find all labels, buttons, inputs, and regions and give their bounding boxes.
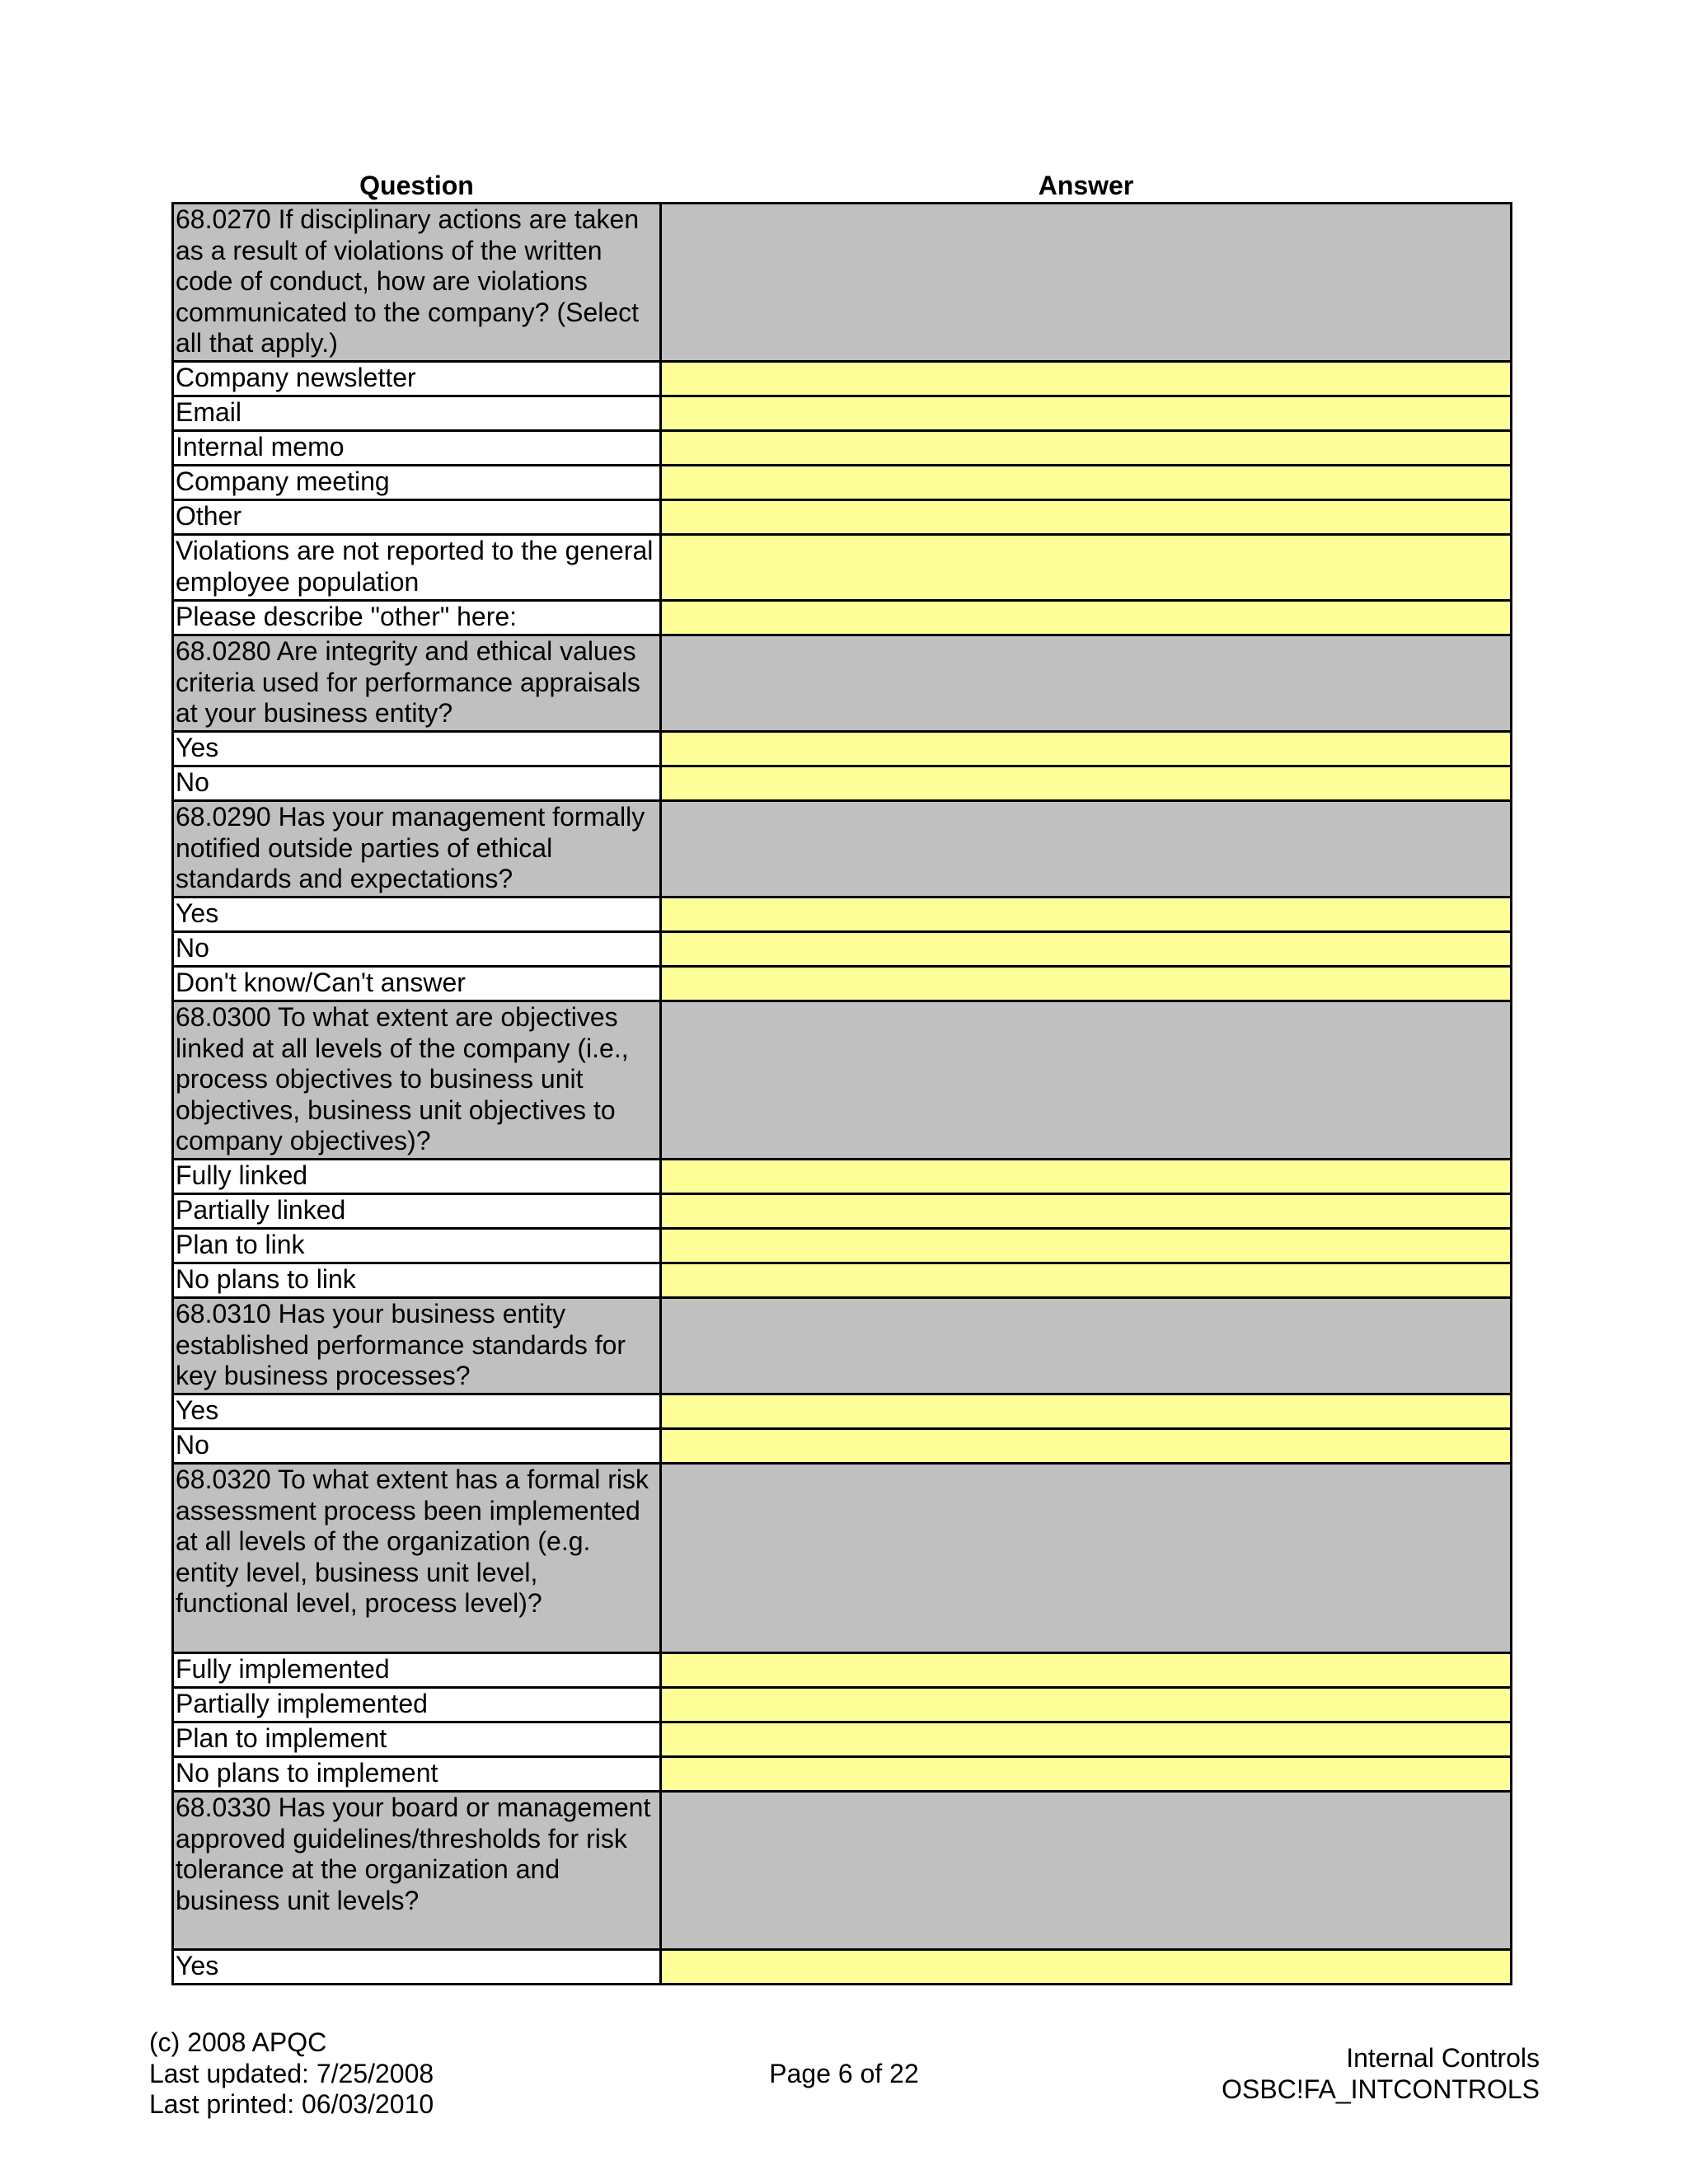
option-row [173,898,1512,932]
question-column-header: Question [359,171,474,200]
option-label: Fully linked [173,1160,661,1194]
sheet-reference: OSBC!FA_INTCONTROLS [1221,2074,1540,2104]
answer-header-cell [661,1792,1512,1950]
answer-input-cell[interactable] [661,431,1512,466]
option-row [173,1229,1512,1263]
answer-input-cell[interactable] [661,967,1512,1001]
answer-input-cell[interactable] [661,1653,1512,1688]
answer-input-cell[interactable] [661,1950,1512,1985]
question-text: 68.0290 Has your management formally notified outside parties of ethical standards and expectations? [173,801,661,898]
option-row [173,431,1512,466]
answer-header-cell [661,635,1512,732]
question-row [173,204,1512,362]
answer-input-cell[interactable] [661,1394,1512,1429]
option-label: Yes [173,1394,661,1429]
questionnaire-table [171,167,1512,1985]
question-row [173,1001,1512,1160]
question-row [173,1792,1512,1950]
copyright-text: (c) 2008 APQC [149,2027,327,2057]
answer-input-cell[interactable] [661,1722,1512,1757]
answer-header-cell [661,1001,1512,1160]
option-label: Partially linked [173,1194,661,1229]
option-row [173,1653,1512,1688]
answer-input-cell[interactable] [661,396,1512,431]
option-label: Internal memo [173,431,661,466]
option-label: No [173,1429,661,1464]
answer-input-cell[interactable] [661,1194,1512,1229]
option-label: Other [173,500,661,535]
questionnaire-body [173,204,1512,1985]
answer-header-cell [661,204,1512,362]
option-row [173,1688,1512,1722]
answer-input-cell[interactable] [661,1160,1512,1194]
option-row [173,1194,1512,1229]
last-printed-text: Last printed: 06/03/2010 [149,2089,434,2119]
option-label: Company meeting [173,466,661,500]
option-label: No [173,932,661,967]
answer-input-cell[interactable] [661,898,1512,932]
answer-input-cell[interactable] [661,1688,1512,1722]
answer-input-cell[interactable] [661,1229,1512,1263]
question-row [173,1464,1512,1653]
option-row [173,466,1512,500]
answer-input-cell[interactable] [661,1263,1512,1298]
option-row [173,396,1512,431]
section-title: Internal Controls [1346,2043,1540,2073]
question-text: 68.0310 Has your business entity established performance standards for key business processes? [173,1298,661,1394]
question-row [173,1298,1512,1394]
header-row [173,167,1512,204]
option-label: Email [173,396,661,431]
option-label: Violations are not reported to the general employee population [173,535,661,601]
option-label: No [173,766,661,801]
option-row [173,1160,1512,1194]
answer-input-cell[interactable] [661,601,1512,635]
option-label: No plans to implement [173,1757,661,1792]
page-number: Page 6 of 22 [769,2059,919,2088]
answer-input-cell[interactable] [661,466,1512,500]
option-label: Yes [173,898,661,932]
option-label: Yes [173,1950,661,1985]
option-row [173,967,1512,1001]
answer-input-cell[interactable] [661,1429,1512,1464]
option-row [173,1429,1512,1464]
option-label: No plans to link [173,1263,661,1298]
answer-column-header: Answer [1038,171,1134,200]
option-row [173,535,1512,601]
option-row [173,1263,1512,1298]
option-label: Company newsletter [173,362,661,396]
option-row [173,732,1512,766]
footer-right [1221,2043,1540,2105]
option-label: Plan to implement [173,1722,661,1757]
option-row [173,766,1512,801]
option-row [173,1394,1512,1429]
answer-input-cell[interactable] [661,362,1512,396]
option-label: Don't know/Can't answer [173,967,661,1001]
answer-input-cell[interactable] [661,1757,1512,1792]
answer-input-cell[interactable] [661,932,1512,967]
answer-input-cell[interactable] [661,535,1512,601]
option-label: Yes [173,732,661,766]
option-row [173,1950,1512,1985]
option-row [173,932,1512,967]
question-text: 68.0330 Has your board or management approved guidelines/thresholds for risk tolerance at the organization and business unit levels? [173,1792,661,1950]
option-row [173,362,1512,396]
last-updated-text: Last updated: 7/25/2008 [149,2058,434,2088]
answer-input-cell[interactable] [661,732,1512,766]
option-row [173,601,1512,635]
question-text: 68.0280 Are integrity and ethical values criteria used for performance appraisals at your business entity? [173,635,661,732]
answer-input-cell[interactable] [661,500,1512,535]
option-row [173,1722,1512,1757]
option-label: Fully implemented [173,1653,661,1688]
question-row [173,635,1512,732]
option-label: Partially implemented [173,1688,661,1722]
question-row [173,801,1512,898]
answer-header-cell [661,1298,1512,1394]
option-label: Plan to link [173,1229,661,1263]
question-text: 68.0320 To what extent has a formal risk assessment process been implemented at all levels of the organization (e.g. entity level, business unit level, functional level, process level)? [173,1464,661,1653]
answer-header-cell [661,1464,1512,1653]
answer-header-cell [661,801,1512,898]
option-row [173,500,1512,535]
answer-input-cell[interactable] [661,766,1512,801]
option-label: Please describe "other" here: [173,601,661,635]
option-row [173,1757,1512,1792]
question-text: 68.0270 If disciplinary actions are taken as a result of violations of the written code of conduct, how are violations communicated to the company? (Select all that apply.) [173,204,661,362]
question-text: 68.0300 To what extent are objectives linked at all levels of the company (i.e., process objectives to business unit objectives, business unit objectives to company objectives)? [173,1001,661,1160]
